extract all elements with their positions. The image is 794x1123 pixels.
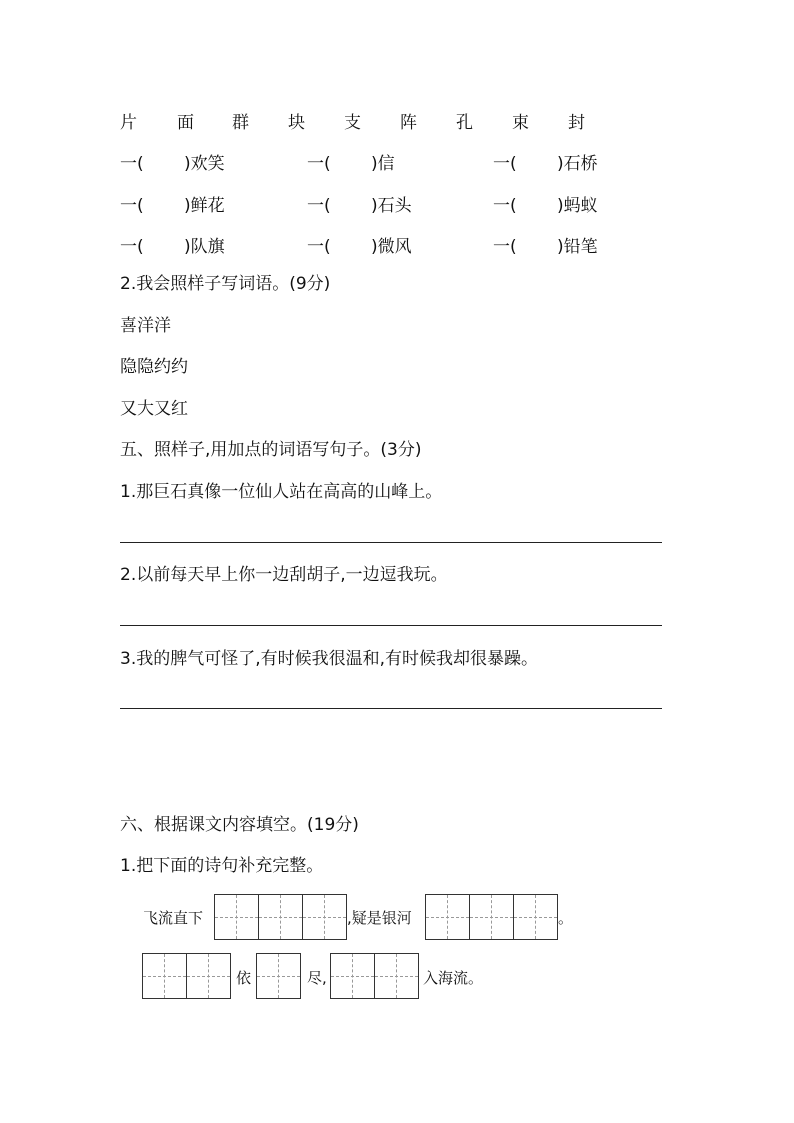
question-1-title: 1.把下面的诗句补充完整。 bbox=[120, 856, 324, 876]
question-2-title: 2.我会照样子写词语。(9分) bbox=[120, 274, 331, 294]
sentence-prompt: 1.那巨石真像一位仙人站在高高的山峰上。 bbox=[120, 482, 443, 502]
fill-prefix: 一( bbox=[493, 154, 517, 174]
fill-prefix: 一( bbox=[493, 237, 517, 257]
writing-cell[interactable] bbox=[215, 895, 259, 939]
measure-word: 块 bbox=[288, 113, 305, 133]
measure-word: 孔 bbox=[456, 113, 473, 133]
writing-cell[interactable] bbox=[514, 895, 557, 939]
answer-line[interactable] bbox=[120, 708, 662, 709]
example-word: 喜洋洋 bbox=[120, 316, 171, 336]
fill-prefix: 一( bbox=[307, 196, 331, 216]
writing-cell[interactable] bbox=[331, 954, 375, 998]
writing-cell[interactable] bbox=[257, 954, 300, 998]
writing-cell[interactable] bbox=[303, 895, 346, 939]
fill-prefix: 一( bbox=[120, 237, 144, 257]
fill-row bbox=[0, 191, 794, 216]
answer-line[interactable] bbox=[120, 542, 662, 543]
poem-text: 飞流直下 bbox=[143, 909, 204, 927]
measure-word: 束 bbox=[512, 113, 529, 133]
section-6-title: 六、根据课文内容填空。(19分) bbox=[120, 815, 359, 835]
measure-word: 支 bbox=[344, 113, 361, 133]
fill-suffix: )队旗 bbox=[184, 237, 225, 257]
fill-prefix: 一( bbox=[307, 237, 331, 257]
poem-text: 。 bbox=[558, 909, 574, 927]
example-word: 隐隐约约 bbox=[120, 357, 188, 377]
fill-prefix: 一( bbox=[120, 196, 144, 216]
example-word: 又大又红 bbox=[120, 399, 188, 419]
measure-word: 片 bbox=[120, 113, 137, 133]
writing-cell[interactable] bbox=[143, 954, 187, 998]
section-5-title: 五、照样子,用加点的词语写句子。(3分) bbox=[120, 440, 422, 460]
writing-grid[interactable] bbox=[214, 894, 347, 940]
writing-cell[interactable] bbox=[187, 954, 230, 998]
measure-word-bank bbox=[0, 108, 794, 133]
writing-cell[interactable] bbox=[426, 895, 470, 939]
writing-grid[interactable] bbox=[142, 953, 231, 999]
fill-prefix: 一( bbox=[120, 154, 144, 174]
fill-suffix: )石头 bbox=[371, 196, 412, 216]
writing-grid[interactable] bbox=[330, 953, 419, 999]
sentence-prompt: 2.以前每天早上你一边刮胡子,一边逗我玩。 bbox=[120, 565, 448, 585]
fill-row bbox=[0, 149, 794, 174]
measure-word: 封 bbox=[568, 113, 585, 133]
measure-word: 面 bbox=[177, 113, 194, 133]
fill-prefix: 一( bbox=[307, 154, 331, 174]
fill-suffix: )石桥 bbox=[557, 154, 598, 174]
fill-suffix: )铅笔 bbox=[557, 237, 598, 257]
fill-suffix: )欢笑 bbox=[184, 154, 225, 174]
poem-text: 尽, bbox=[307, 969, 327, 987]
fill-suffix: )信 bbox=[371, 154, 395, 174]
fill-row bbox=[0, 232, 794, 257]
fill-prefix: 一( bbox=[493, 196, 517, 216]
writing-grid[interactable] bbox=[425, 894, 558, 940]
measure-word: 群 bbox=[232, 113, 249, 133]
poem-text: 入海流。 bbox=[423, 969, 484, 987]
fill-suffix: )鲜花 bbox=[184, 196, 225, 216]
fill-suffix: )蚂蚁 bbox=[557, 196, 598, 216]
measure-word: 阵 bbox=[400, 113, 417, 133]
fill-suffix: )微风 bbox=[371, 237, 412, 257]
writing-cell[interactable] bbox=[259, 895, 303, 939]
writing-grid[interactable] bbox=[256, 953, 301, 999]
answer-line[interactable] bbox=[120, 625, 662, 626]
writing-cell[interactable] bbox=[375, 954, 418, 998]
poem-text: ,疑是银河 bbox=[347, 909, 412, 927]
sentence-prompt: 3.我的脾气可怪了,有时候我很温和,有时候我却很暴躁。 bbox=[120, 649, 539, 669]
poem-text: 依 bbox=[236, 969, 252, 987]
writing-cell[interactable] bbox=[470, 895, 514, 939]
